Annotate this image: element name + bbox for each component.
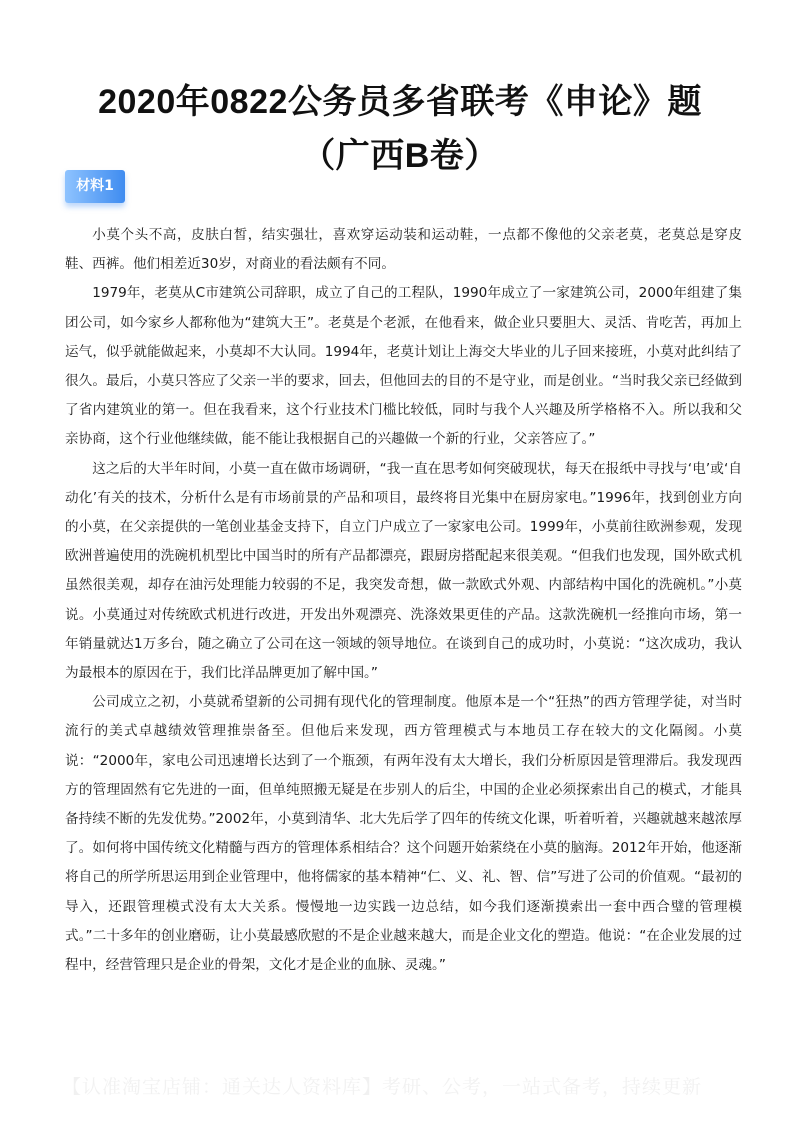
paragraph-2: 1979年，老莫从C市建筑公司辞职，成立了自己的工程队，1990年成立了一家建筑公司，2000年组建了集团公司，如今家乡人都称他为“建筑大王”。老莫是个老派，在他看来，做企业只要胆大、灵活、肯吃苦，再加上运气，似乎就能做起来，小莫却不大认同。1994年，老莫计划让上海交大毕业的儿子回来接班，小莫对此纠结了很久。最后，小莫只答应了父亲一半的要求，回去，但他回去的目的不是守业，而是创业。“当时我父亲已经做到了省内建筑业的第一。但在我看来，这个行业技术门槛比较低，同时与我个人兴趣及所学格格不入。所以我和父亲协商，这个行业他继续做，能不能让我根据自己的兴趣做一个新的行业，父亲答应了。” [65, 285, 742, 448]
paragraph-1: 小莫个头不高，皮肤白皙，结实强壮，喜欢穿运动装和运动鞋，一点都不像他的父亲老莫，老莫总是穿皮鞋、西裤。他们相差近30岁，对商业的看法颇有不同。 [65, 227, 742, 273]
paragraph-3: 这之后的大半年时间，小莫一直在做市场调研，“我一直在思考如何突破现状，每天在报纸中寻找与‘电’或‘自动化’有关的技术，分析什么是有市场前景的产品和项目，最终将目光集中在厨房家电。”1996年，找到创业方向的小莫，在父亲提供的一笔创业基金支持下，自立门户成立了一家家电公司。1999年，小莫前往欧洲参观，发现欧洲普遍使用的洗碗机机型比中国当时的所有产品都漂亮，跟厨房搭配起来很美观。“但我们也发现，国外欧式机虽然很美观，却存在油污处理能力较弱的不足，我突发奇想，做一款欧式外观、内部结构中国化的洗碗机。”小莫说。小莫通过对传统欧式机进行改进，开发出外观漂亮、洗涤效果更佳的产品。这款洗碗机一经推向市场，第一年销量就达1万多台，随之确立了公司在这一领域的领导地位。在谈到自己的成功时，小莫说：“这次成功，我认为最根本的原因在于，我们比洋品牌更加了解中国。” [65, 460, 742, 682]
section-badge: 材料1 [65, 170, 125, 203]
footer-watermark: 【认准淘宝店铺：通关达人资料库】考研、公考，一站式备考，持续更新 [62, 1076, 703, 1098]
material-body [65, 221, 742, 980]
page-title: 2020年0822公务员多省联考《申论》题 [98, 83, 702, 121]
paragraph-4: 公司成立之初，小莫就希望新的公司拥有现代化的管理制度。他原本是一个“狂热”的西方管理学徒，对当时流行的美式卓越绩效管理推崇备至。但他后来发现，西方管理模式与本地员工存在较大的文化隔阂。小莫说：“2000年，家电公司迅速增长达到了一个瓶颈，有两年没有太大增长，我们分析原因是管理滞后。我发现西方的管理固然有它先进的一面，但单纯照搬无疑是在步别人的后尘，中国的企业必须探索出自己的模式，才能具备持续不断的先发优势。”2002年，小莫到清华、北大先后学了四年的传统文化课，听着听着，兴趣就越来越浓厚了。如何将中国传统文化精髓与西方的管理体系相结合？这个问题开始萦绕在小莫的脑海。2012年开始，他逐渐将自己的所学所思运用到企业管理中，他将儒家的基本精神“仁、义、礼、智、信”写进了公司的价值观。“最初的导入，还跟管理模式没有太大关系。慢慢地一边实践一边总结，如今我们逐渐摸索出一套中西合璧的管理模式。”二十多年的创业磨砺，让小莫最感欣慰的不是企业越来越大，而是企业文化的塑造。他说：“在企业发展的过程中，经营管理只是企业的骨架，文化才是企业的血脉、灵魂。” [65, 694, 742, 974]
page-subtitle: （广西B卷） [301, 137, 499, 175]
